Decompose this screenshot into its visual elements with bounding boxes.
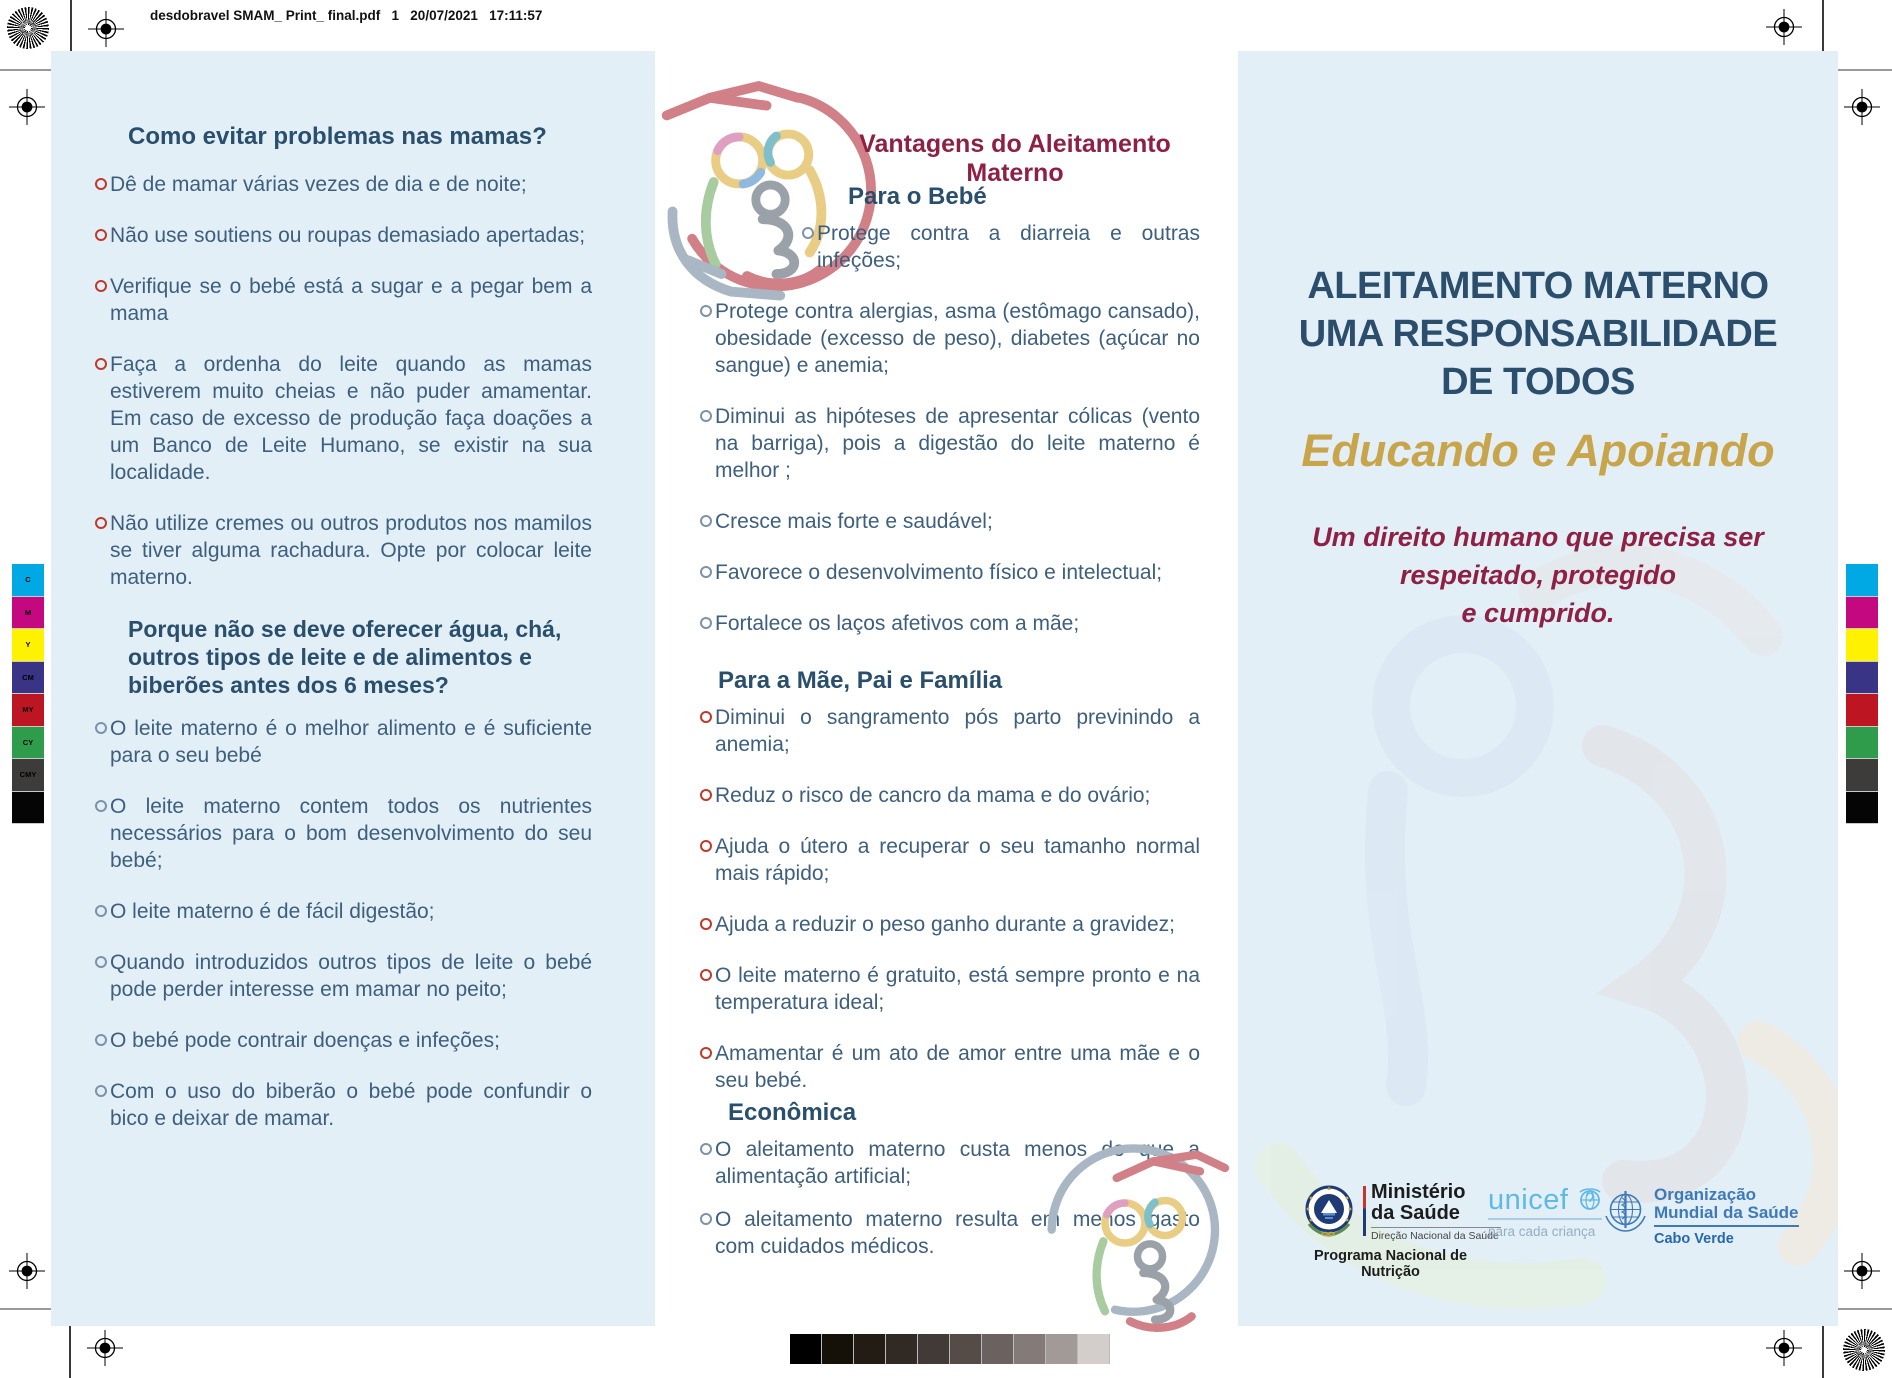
list-item-text: O bebé pode contrair doenças e infeções; xyxy=(110,1029,500,1052)
crop-line xyxy=(0,1308,56,1310)
registration-mark-icon xyxy=(87,1330,123,1366)
color-swatch xyxy=(1846,727,1878,760)
circle-bullet-icon xyxy=(700,515,712,527)
list-item-text: O leite materno é o melhor alimento e é suficiente para o seu bebé xyxy=(110,717,592,767)
list-item-text: O aleitamento materno custa menos do que a alimentação artificial; xyxy=(715,1138,1200,1188)
color-swatch: MY xyxy=(12,694,44,727)
list-item xyxy=(95,793,592,874)
list-item-text: Diminui o sangramento pós parto previnindo a anemia; xyxy=(715,706,1200,756)
circle-bullet-icon xyxy=(700,840,712,852)
gray-swatch xyxy=(982,1334,1014,1364)
section-para-o-bebe xyxy=(700,182,1200,661)
registration-mark-icon xyxy=(1766,9,1802,45)
circle-bullet-icon xyxy=(95,722,107,734)
crop-line xyxy=(0,69,56,71)
list-item xyxy=(95,351,592,486)
list-item-text: Não use soutiens ou roupas demasiado apertadas; xyxy=(110,224,586,247)
circle-bullet-icon xyxy=(802,227,814,239)
benefits-baby-list xyxy=(700,220,1200,637)
oms-line2: Mundial da Saúde xyxy=(1654,1203,1799,1222)
color-swatch: CM xyxy=(12,662,44,695)
circle-bullet-icon xyxy=(700,305,712,317)
color-swatch: CMY xyxy=(12,759,44,792)
starburst-mark-icon xyxy=(1843,1329,1885,1371)
circle-bullet-icon xyxy=(700,1047,712,1059)
circle-bullet-icon xyxy=(700,410,712,422)
starburst-mark-icon xyxy=(7,7,49,49)
circle-bullet-icon xyxy=(700,969,712,981)
color-swatch xyxy=(1846,629,1878,662)
list-item-text: Ajuda o útero a recuperar o seu tamanho normal mais rápido; xyxy=(715,835,1200,885)
section-heading: Econômica xyxy=(728,1099,857,1126)
gray-swatch xyxy=(1078,1334,1110,1364)
list-item xyxy=(700,911,1200,938)
list-item-text: Quando introduzidos outros tipos de leite o bebé pode perder interesse em mamar no peito; xyxy=(110,951,592,1001)
crop-line xyxy=(1836,1308,1892,1310)
middle-panel-title: Vantagens do Aleitamento Materno xyxy=(859,130,1171,187)
programa-nutricao-label: Programa Nacional de Nutrição xyxy=(1313,1248,1468,1280)
list-item-text: Reduz o risco de cancro da mama e do ovário; xyxy=(715,784,1151,807)
list-item-text: O leite materno é gratuito, está sempre pronto e na temperatura ideal; xyxy=(715,964,1200,1014)
color-swatch xyxy=(1846,564,1878,597)
who-emblem-icon xyxy=(1602,1186,1649,1233)
registration-mark-icon xyxy=(1844,89,1880,125)
color-swatch xyxy=(1846,662,1878,695)
list-item xyxy=(700,962,1200,1016)
ministerio-line1: Ministério xyxy=(1371,1181,1466,1203)
list-item xyxy=(95,510,592,591)
gray-swatch xyxy=(1046,1334,1078,1364)
list-item xyxy=(95,715,592,769)
cmyk-color-bar xyxy=(12,564,44,824)
list-item-text: Dê de mamar várias vezes de dia e de noite; xyxy=(110,173,527,196)
circle-bullet-icon xyxy=(700,711,712,723)
list-item xyxy=(700,403,1200,484)
cmyk-color-bar xyxy=(1846,564,1878,824)
cabo-verde-emblem-icon xyxy=(1301,1182,1357,1238)
grayscale-bar xyxy=(790,1334,1110,1364)
list-item-text: Diminui as hipóteses de apresentar cólicas (vento na barriga), pois a digestão do leite materno é melhor ; xyxy=(715,405,1200,482)
list-item-text: Amamentar é um ato de amor entre uma mãe e o seu bebé. xyxy=(715,1042,1200,1092)
circle-bullet-icon xyxy=(700,789,712,801)
list-item xyxy=(95,1078,592,1132)
color-swatch: C xyxy=(12,564,44,597)
registration-mark-icon xyxy=(1844,1253,1880,1289)
color-swatch: Y xyxy=(12,629,44,662)
unicef-globe-icon xyxy=(1577,1186,1603,1212)
unicef-tagline: para cada criança xyxy=(1488,1224,1596,1239)
circle-bullet-icon xyxy=(95,1034,107,1046)
circle-bullet-icon xyxy=(95,800,107,812)
section-heading: Para o Bebé xyxy=(848,183,987,210)
crop-line xyxy=(1836,69,1892,71)
list-item xyxy=(700,298,1200,379)
color-swatch: M xyxy=(12,597,44,630)
oms-line1: Organização xyxy=(1654,1185,1757,1204)
circle-bullet-icon xyxy=(700,1213,712,1225)
unicef-logo xyxy=(1488,1186,1618,1239)
list-item xyxy=(95,949,592,1003)
circle-bullet-icon xyxy=(700,1143,712,1155)
cover-tagline: Um direito humano que precisa ser respeitado, protegido e cumprido. xyxy=(1312,522,1764,628)
list-item-text: O leite materno contem todos os nutrientes necessários para o bom desenvolvimento do seu bebé; xyxy=(110,795,592,872)
list-item xyxy=(700,559,1200,586)
left-column xyxy=(95,123,592,1156)
list-item-text: Protege contra a diarreia e outras infeções; xyxy=(817,222,1200,272)
oms-rule xyxy=(1654,1225,1799,1227)
registration-mark-icon xyxy=(9,1253,45,1289)
gray-swatch xyxy=(950,1334,982,1364)
section-heading: Porque não se deve oferecer água, chá, outros tipos de leite e de alimentos e biberões antes dos 6 meses? xyxy=(128,616,562,698)
gray-swatch xyxy=(854,1334,886,1364)
breast-care-list xyxy=(95,171,592,591)
circle-bullet-icon xyxy=(95,956,107,968)
list-item-text: Protege contra alergias, asma (estômago cansado), obesidade (excesso de peso), diabetes (açúcar no sangue) e anemia; xyxy=(715,300,1200,377)
circle-bullet-icon xyxy=(95,178,107,190)
gray-swatch xyxy=(918,1334,950,1364)
gray-swatch xyxy=(1014,1334,1046,1364)
crop-line xyxy=(1822,1320,1824,1378)
list-item xyxy=(700,610,1200,637)
exclusive-milk-list xyxy=(95,715,592,1132)
registration-mark-icon xyxy=(1766,1330,1802,1366)
list-item xyxy=(802,220,1200,274)
list-item-text: Não utilize cremes ou outros produtos nos mamilos se tiver alguma rachadura. Opte por colocar leite materno. xyxy=(110,512,592,589)
cover-title: ALEITAMENTO MATERNO UMA RESPONSABILIDADE DE TODOS xyxy=(1298,265,1778,403)
color-swatch xyxy=(1846,759,1878,792)
gray-swatch xyxy=(822,1334,854,1364)
list-item xyxy=(95,222,592,249)
crop-line xyxy=(70,0,72,57)
gray-swatch xyxy=(886,1334,918,1364)
oms-cabo-verde-label: Cabo Verde xyxy=(1654,1230,1734,1247)
ministerio-line2: da Saúde xyxy=(1371,1202,1460,1224)
circle-bullet-icon xyxy=(95,229,107,241)
list-item xyxy=(95,898,592,925)
color-swatch xyxy=(1846,792,1878,825)
circle-bullet-icon xyxy=(95,905,107,917)
list-item xyxy=(700,833,1200,887)
gray-swatch xyxy=(790,1334,822,1364)
unicef-rule xyxy=(1488,1218,1602,1220)
list-item xyxy=(700,704,1200,758)
circle-bullet-icon xyxy=(700,566,712,578)
file-info-text: desdobravel SMAM_ Print_ final.pdf 1 20/07/2021 17:11:57 xyxy=(150,8,543,23)
list-item-text: Ajuda a reduzir o peso ganho durante a gravidez; xyxy=(715,913,1175,936)
color-swatch: CY xyxy=(12,727,44,760)
color-swatch xyxy=(1846,597,1878,630)
smam-logo-small xyxy=(1040,1138,1240,1338)
ministerio-line3: Direção Nacional da Saúde xyxy=(1371,1227,1501,1242)
crop-line xyxy=(69,1320,71,1378)
circle-bullet-icon xyxy=(95,517,107,529)
circle-bullet-icon xyxy=(95,280,107,292)
list-item xyxy=(95,273,592,327)
list-item xyxy=(95,171,592,198)
section-heading: Como evitar problemas nas mamas? xyxy=(128,123,547,150)
list-item-text: O aleitamento materno resulta em menos gasto com cuidados médicos. xyxy=(715,1208,1200,1258)
logo-divider xyxy=(1363,1186,1366,1236)
crop-line xyxy=(1822,0,1824,57)
list-item-text: Favorece o desenvolvimento físico e intelectual; xyxy=(715,561,1163,584)
registration-mark-icon xyxy=(9,89,45,125)
circle-bullet-icon xyxy=(95,358,107,370)
circle-bullet-icon xyxy=(700,617,712,629)
benefits-family-list xyxy=(700,704,1200,1094)
circle-bullet-icon xyxy=(700,918,712,930)
registration-mark-icon xyxy=(88,11,124,47)
color-swatch xyxy=(1846,694,1878,727)
list-item-text: Com o uso do biberão o bebé pode confundir o bico e deixar de mamar. xyxy=(110,1080,592,1130)
list-item xyxy=(700,508,1200,535)
list-item xyxy=(700,1040,1200,1094)
cover-subtitle: Educando e Apoiando xyxy=(1301,425,1775,476)
list-item-text: O leite materno é de fácil digestão; xyxy=(110,900,435,923)
list-item-text: Fortalece os laços afetivos com a mãe; xyxy=(715,612,1080,635)
color-swatch xyxy=(12,792,44,825)
list-item-text: Cresce mais forte e saudável; xyxy=(715,510,993,533)
list-item-text: Faça a ordenha do leite quando as mamas estiverem muito cheias e não puder amamentar. Em caso de excesso de produção faça doações a um Banco de Leite Humano, se existir na sua localidade. xyxy=(110,353,592,484)
section-heading: Para a Mãe, Pai e Família xyxy=(718,667,1003,694)
unicef-wordmark: unicef xyxy=(1488,1184,1569,1216)
panel-right xyxy=(1238,51,1838,1326)
section-para-a-mae xyxy=(700,666,1200,1118)
circle-bullet-icon xyxy=(95,1085,107,1097)
list-item xyxy=(95,1027,592,1054)
list-item xyxy=(700,782,1200,809)
list-item-text: Verifique se o bebé está a sugar e a pegar bem a mama xyxy=(110,275,592,325)
